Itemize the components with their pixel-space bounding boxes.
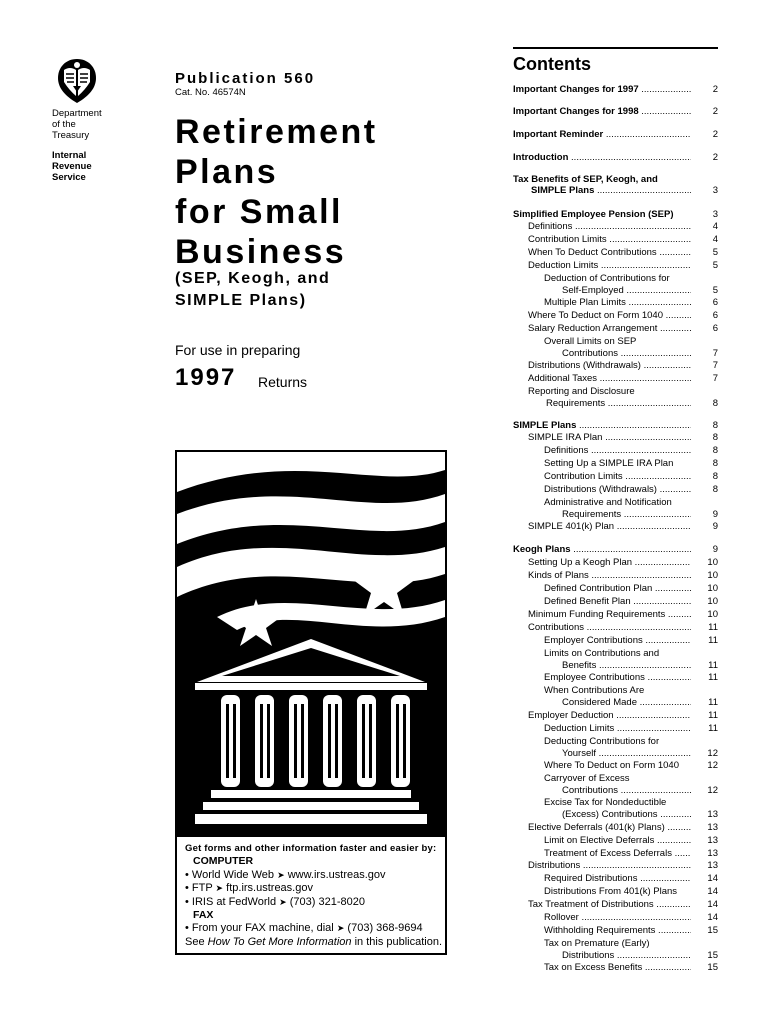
toc-entry-title: Distributions ..... (544, 950, 691, 962)
toc-entry-title: Definitions ..... (528, 221, 691, 233)
toc-page-number: 11 (708, 697, 718, 708)
computer-label: COMPUTER (193, 855, 254, 868)
toc-entry-title: Setting Up a SIMPLE IRA Plan (544, 458, 674, 469)
toc-page-number: 5 (712, 260, 718, 271)
toc-page-number: 14 (707, 886, 718, 897)
toc-page-number: 8 (712, 420, 718, 431)
toc-page-number: 11 (708, 635, 718, 646)
toc-page-number: 15 (707, 962, 718, 973)
toc-page-number: 7 (712, 360, 718, 371)
toc-entry-title: Simplified Employee Pension (SEP) (513, 209, 674, 220)
toc-page-number: 11 (708, 660, 718, 671)
toc-page-number: 7 (712, 348, 718, 359)
toc-entry-title: Contribution Limits ..... (528, 234, 691, 246)
toc-entry-title: Contributions ..... (528, 622, 691, 634)
toc-page-number: 4 (712, 234, 718, 245)
toc-page-number: 13 (707, 835, 718, 846)
toc-entry-title: Deduction Limits ..... (528, 260, 691, 272)
toc-entry-title: Distributions (Withdrawals) ..... (528, 360, 691, 372)
returns-text: Returns (258, 374, 308, 390)
page-title (175, 112, 505, 272)
web-label: • World Wide Web (185, 868, 275, 881)
page-subtitle (175, 268, 505, 312)
toc-page-number: 13 (707, 809, 718, 820)
toc-page-number: 11 (708, 710, 718, 721)
title-line: Business (175, 233, 347, 271)
title-line: Plans (175, 153, 279, 191)
toc-page-number: 8 (712, 458, 718, 469)
publication-number: Publication 560 (175, 70, 316, 87)
toc-page-number: 8 (712, 432, 718, 443)
toc-entry-title: SIMPLE Plans ..... (513, 185, 691, 197)
service-line: Service (52, 172, 86, 183)
toc-page-number: 15 (707, 925, 718, 936)
toc-page-number: 9 (712, 509, 718, 520)
toc-page-number: 13 (707, 822, 718, 833)
toc-page-number: 10 (707, 557, 718, 568)
iris-label: • IRIS at FedWorld (185, 895, 277, 908)
toc-entry-title: Definitions ..... (544, 445, 691, 457)
toc-page-number: 6 (712, 310, 718, 321)
toc-page-number: 13 (707, 860, 718, 871)
toc-page-number: 10 (707, 570, 718, 581)
toc-entry-title: Tax on Excess Benefits ..... (544, 962, 691, 974)
toc-page-number: 5 (712, 285, 718, 296)
service-line: Internal (52, 150, 87, 161)
arrow-right-icon: ➤ (279, 896, 287, 907)
toc-page-number: 2 (712, 152, 718, 163)
iris-phone: (703) 321-8020 (289, 895, 365, 908)
toc-entry-title: Contributions ..... (544, 785, 691, 797)
toc-entry-title: Considered Made ..... (544, 697, 691, 709)
toc-entry-title: Where To Deduct on Form 1040 (544, 760, 680, 771)
toc-page-number: 12 (707, 748, 718, 759)
toc-page-number: 10 (707, 596, 718, 607)
toc-entry-title: Salary Reduction Arrangement ..... (528, 323, 691, 335)
toc-entry-title: Distributions (Withdrawals) ..... (544, 484, 691, 496)
title-line: Retirement (175, 113, 378, 151)
toc-page-number: 9 (712, 544, 718, 555)
see-reference: How To Get More Information (207, 935, 352, 948)
toc-entry-prefix-text: Overall Limits on SEP (544, 336, 637, 347)
toc-page-number: 4 (712, 221, 718, 232)
toc-page-number: 11 (708, 622, 718, 633)
toc-entry-title: Benefits ..... (544, 660, 691, 672)
cover-art-box (175, 450, 447, 955)
ftp-label: • FTP (185, 882, 213, 895)
title-line: for Small (175, 193, 343, 231)
toc-page-number: 8 (712, 445, 718, 456)
toc-entry-title: Distributions ..... (528, 860, 691, 872)
toc-entry-title: SIMPLE 401(k) Plan ..... (528, 521, 691, 533)
toc-entry-prefix-text: Deducting Contributions for (544, 736, 660, 747)
toc-page-number: 12 (707, 760, 718, 771)
toc-entry-title: Setting Up a Keogh Plan ..... (528, 557, 691, 569)
agency-block (52, 108, 102, 183)
toc-entry-title: Important Changes for 1997 ..... (513, 84, 691, 96)
toc-entry-title: Treatment of Excess Deferrals ..... (544, 848, 691, 860)
toc-entry-prefix-text: Tax Benefits of SEP, Keogh, and (513, 174, 658, 185)
toc-page-number: 3 (712, 185, 718, 196)
iris-line (185, 896, 447, 909)
toc-entry-title: SIMPLE Plans ..... (513, 420, 691, 432)
see-post: in this publication. (354, 935, 443, 948)
toc-entry-title: Withholding Requirements ..... (544, 925, 691, 937)
toc-page-number: 14 (707, 899, 718, 910)
toc-page-number: 14 (707, 912, 718, 923)
see-line (185, 936, 447, 949)
toc-page-number: 9 (712, 521, 718, 532)
toc-page-number: 11 (708, 723, 718, 734)
fax-line (185, 922, 447, 935)
toc-entry-title: Kinds of Plans ..... (528, 570, 691, 582)
toc-entry-prefix-text: Deduction of Contributions for (544, 273, 670, 284)
toc-entry-title: Employer Deduction ..... (528, 710, 691, 722)
toc-page-number: 8 (712, 484, 718, 495)
ftp-url-link[interactable]: ftp.irs.ustreas.gov (226, 882, 313, 895)
web-url-link[interactable]: www.irs.ustreas.gov (287, 868, 386, 881)
toc-entry-title: Defined Benefit Plan ..... (544, 596, 691, 608)
agency-line: Department (52, 108, 102, 119)
toc-page-number: 3 (712, 209, 718, 220)
toc-entry-title: Where To Deduct on Form 1040 ..... (528, 310, 691, 322)
arrow-right-icon: ➤ (336, 923, 345, 934)
toc-entry-title: SIMPLE IRA Plan ..... (528, 432, 691, 444)
toc-entry-prefix-text: Tax on Premature (Early) (544, 938, 650, 949)
toc-page-number: 11 (708, 672, 718, 683)
toc-page-number: 8 (712, 471, 718, 482)
toc-page-number: 10 (707, 583, 718, 594)
toc-page-number: 12 (707, 785, 718, 796)
toc-entry-title: (Excess) Contributions ..... (544, 809, 691, 821)
tax-year: 1997 (175, 364, 237, 391)
toc-page-number: 13 (707, 848, 718, 859)
info-heading: Get forms and other information faster and easier by: (185, 843, 437, 854)
toc-entry-title: Employer Contributions ..... (544, 635, 691, 647)
toc-page-number: 6 (712, 297, 718, 308)
toc-page-number: 2 (712, 84, 718, 95)
service-line: Revenue (52, 161, 92, 172)
toc-entry-title: Additional Taxes ..... (528, 373, 691, 385)
catalog-number: Cat. No. 46574N (175, 87, 246, 98)
subtitle-line: (SEP, Keogh, and (175, 270, 331, 287)
toc-entry-title: Employee Contributions ..... (544, 672, 691, 684)
agency-line: Treasury (52, 130, 90, 141)
toc-entry-prefix-text: Excise Tax for Nondeductible (544, 797, 667, 808)
agency-line: of the (52, 119, 76, 130)
toc-entry-title: Defined Contribution Plan ..... (544, 583, 691, 595)
web-line (185, 869, 447, 882)
toc-entry-title: Contributions ..... (544, 348, 691, 360)
fax-text: • From your FAX machine, dial (185, 922, 334, 935)
fax-phone: (703) 368-9694 (347, 922, 423, 935)
arrow-right-icon: ➤ (215, 883, 224, 894)
toc-entry-title: Minimum Funding Requirements ..... (528, 609, 691, 621)
subtitle-line: SIMPLE Plans) (175, 292, 307, 309)
toc-page-number: 2 (712, 106, 718, 117)
toc-page-number: 2 (712, 129, 718, 140)
toc-entry-title: Requirements ..... (528, 398, 691, 410)
toc-entry-title: Limit on Elective Deferrals ..... (544, 835, 691, 847)
toc-entry-title: Important Changes for 1998 ..... (513, 106, 691, 118)
toc-entry-title: Important Reminder ..... (513, 129, 691, 141)
toc-entry-prefix-text: When Contributions Are (544, 685, 645, 696)
toc-entry-title: Contribution Limits ..... (544, 471, 691, 483)
toc-page-number: 5 (712, 247, 718, 258)
toc-entry-title: Rollover ..... (544, 912, 691, 924)
toc-entry-title: Deduction Limits ..... (544, 723, 691, 735)
toc-entry-title: When To Deduct Contributions ..... (528, 247, 691, 259)
toc-page-number: 10 (707, 609, 718, 620)
toc-entry-prefix-text: Carryover of Excess (544, 773, 630, 784)
toc-entry-title: Keogh Plans ..... (513, 544, 691, 556)
fax-label: FAX (193, 909, 214, 922)
toc-page-number: 6 (712, 323, 718, 334)
toc-entry-title: Introduction ..... (513, 152, 691, 164)
toc-entry-prefix-text: Administrative and Notification (544, 497, 672, 508)
toc-entry-prefix-text: Limits on Contributions and (544, 648, 660, 659)
info-box (185, 842, 447, 949)
ftp-line (185, 882, 447, 895)
cover-illustration (177, 452, 445, 837)
toc-page-number: 15 (707, 950, 718, 961)
toc-entry-title: Yourself ..... (544, 748, 691, 760)
toc-entry-title: Self-Employed ..... (544, 285, 691, 297)
irs-eagle-logo-icon (52, 56, 102, 106)
toc-entry-prefix-text: Reporting and Disclosure (528, 386, 635, 397)
toc-entry-title: Multiple Plan Limits ..... (544, 297, 691, 309)
contents-rule (513, 47, 718, 49)
toc-entry-title: Distributions From 401(k) Plans (544, 886, 678, 897)
see-pre: See (185, 935, 205, 948)
toc-entry-title: Elective Deferrals (401(k) Plans) ..... (528, 822, 691, 834)
toc-page-number: 8 (712, 398, 718, 409)
toc-entry-title: Requirements ..... (544, 509, 691, 521)
toc-entry-title: Tax Treatment of Distributions ..... (528, 899, 691, 911)
toc-page-number: 14 (707, 873, 718, 884)
toc-entry-title: Required Distributions ..... (544, 873, 691, 885)
toc-page-number: 7 (712, 373, 718, 384)
contents-heading: Contents (513, 54, 591, 74)
arrow-right-icon: ➤ (277, 869, 285, 880)
for-use-text: For use in preparing (175, 342, 301, 358)
